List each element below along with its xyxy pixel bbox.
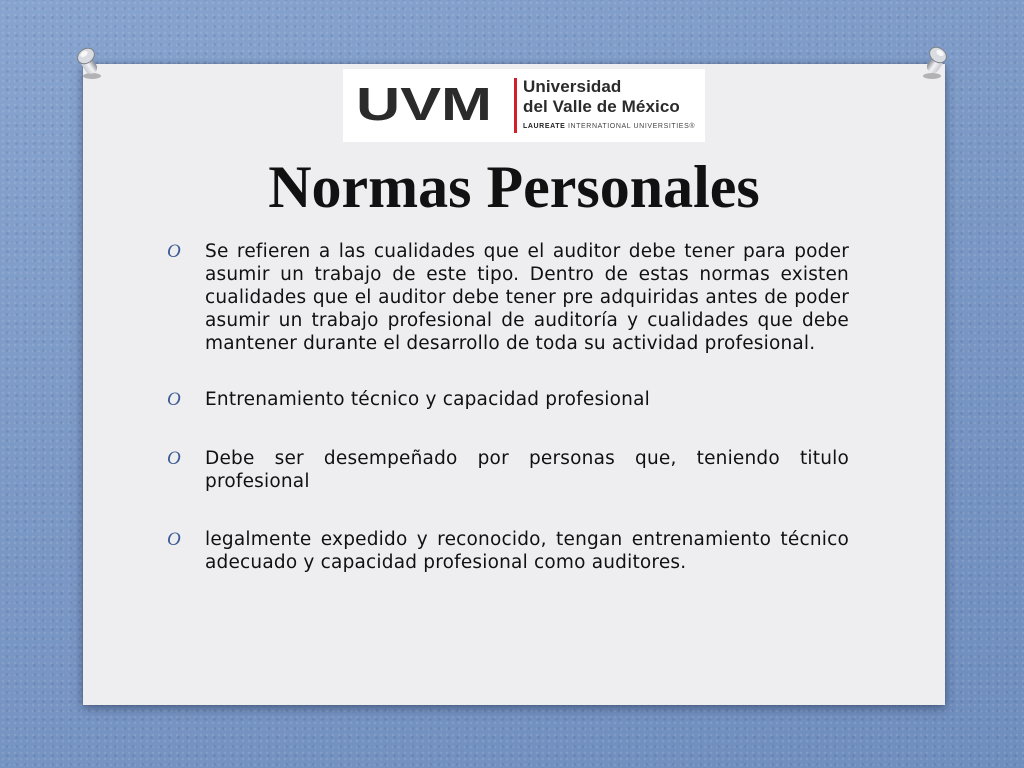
logo-tagline: [523, 123, 695, 130]
svg-text:UVM: UVM: [356, 83, 492, 125]
bullet-marker-icon: O: [167, 241, 181, 262]
pushpin-icon: [72, 46, 108, 82]
bullet-item: [167, 447, 849, 493]
bullet-text: Entrenamiento técnico y capacidad profesional: [205, 389, 650, 410]
logo-name-line2: del Valle de México: [523, 97, 680, 116]
bullet-item: [167, 528, 849, 574]
bullet-item: [167, 240, 849, 355]
bullet-text: Se refieren a las cualidades que el auditor debe tener para poder asumir un trabajo de este tipo. Dentro de estas normas existen cualidades que el auditor debe tener pre adquiridas antes de poder asumir un trabajo profesional de auditoría y cualidades que debe mantener durante el desarrollo de toda su actividad profesional.: [205, 241, 849, 354]
logo-tagline-rest: INTERNATIONAL UNIVERSITIES®: [565, 123, 696, 130]
uvm-logo: [343, 69, 705, 142]
bullet-marker-icon: O: [167, 448, 181, 469]
logo-name-line1: Universidad: [523, 77, 622, 96]
bullet-marker-icon: O: [167, 529, 181, 550]
logo-text: [523, 77, 695, 130]
bullet-list: [167, 240, 849, 574]
bullet-marker-icon: O: [167, 389, 181, 410]
bullet-text: legalmente expedido y reconocido, tengan entrenamiento técnico adecuado y capacidad profesional como auditores.: [205, 529, 849, 573]
uvm-logo-mark: [356, 83, 494, 125]
slide-title: Normas Personales: [268, 154, 760, 220]
bullet-text: Debe ser desempeñado por personas que, teniendo titulo profesional: [205, 448, 849, 492]
pushpin-icon: [916, 45, 952, 81]
logo-divider: [514, 78, 517, 133]
bullet-item: [167, 388, 849, 411]
logo-tagline-bold: LAUREATE: [523, 123, 566, 130]
